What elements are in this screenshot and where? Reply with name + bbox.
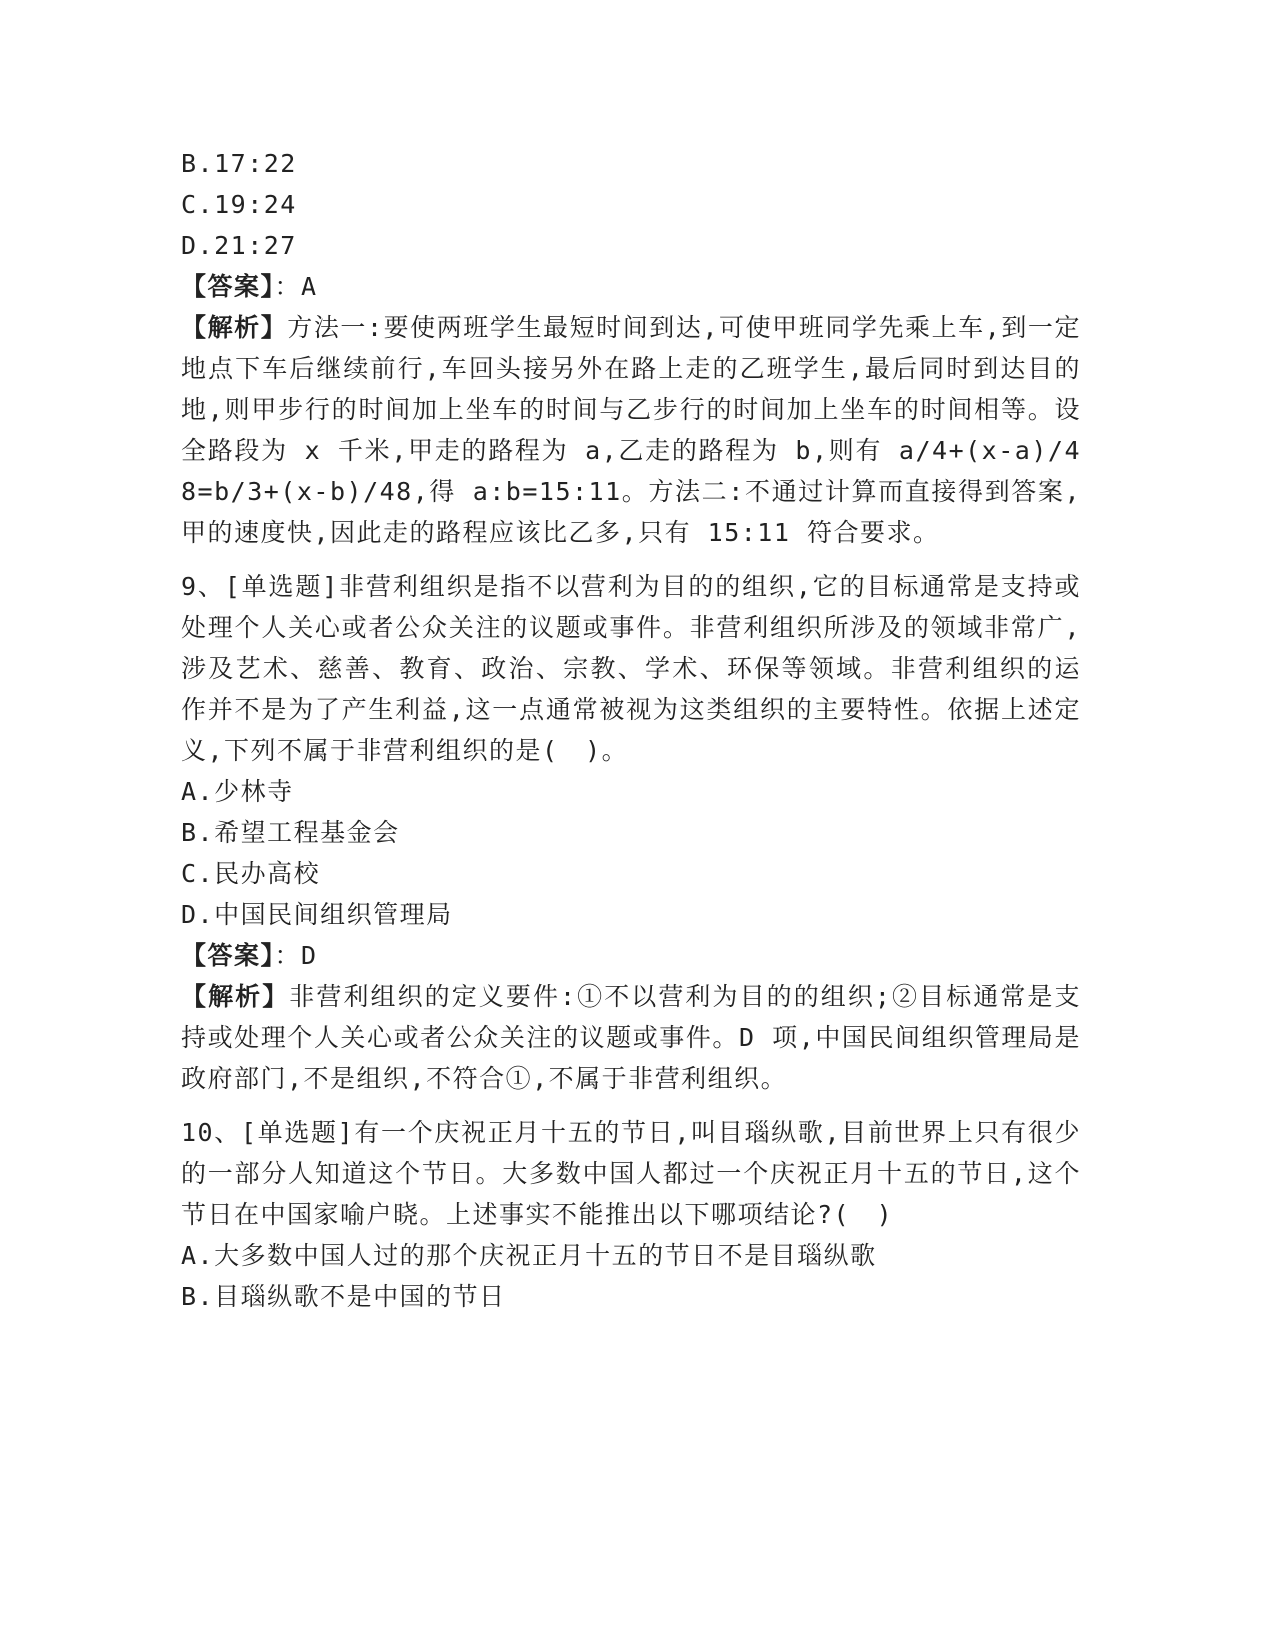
- q10-stem: 10、[单选题]有一个庆祝正月十五的节日,叫目瑙纵歌,目前世界上只有很少的一部分人知道这个节日。大多数中国人都过一个庆祝正月十五的节日,这个节日在中国家喻户晓。上述事实不能推出以下哪项结论?( ): [181, 1118, 1081, 1229]
- q10-option-b: B.目瑙纵歌不是中国的节日: [181, 1282, 506, 1311]
- q9-analysis: [181, 976, 1081, 1099]
- q8-answer-value: ：A: [274, 272, 318, 301]
- q8-analysis: [181, 307, 1081, 553]
- q9-answer-value: ：D: [274, 941, 318, 970]
- page-content: [181, 143, 1081, 1317]
- q10-option-a: A.大多数中国人过的那个庆祝正月十五的节日不是目瑙纵歌: [181, 1241, 877, 1270]
- q8-option-c: C.19:24: [181, 190, 297, 219]
- q8-analysis-label: 【解析】: [181, 313, 288, 342]
- q8-analysis-text: 方法一:要使两班学生最短时间到达,可使甲班同学先乘上车,到一定地点下车后继续前行,车回头接另外在路上走的乙班学生,最后同时到达目的地,则甲步行的时间加上坐车的时间与乙步行的时间加上坐车的时间相等。设全路段为 x 千米,甲走的路程为 a,乙走的路程为 b,则有 a/4+(x-a)/48=b/3+(x-b)/48,得 a:b=15:11。方法二:不通过计算而直接得到答案,甲的速度快,因此走的路程应该比乙多,只有 15:11 符合要求。: [181, 313, 1081, 547]
- q9-option-b: B.希望工程基金会: [181, 818, 400, 847]
- q9-analysis-label: 【解析】: [181, 982, 290, 1011]
- q8-answer: [181, 266, 1081, 307]
- q8-option-b: B.17:22: [181, 149, 297, 178]
- q9-answer-label: 【答案】: [181, 941, 275, 970]
- spacer: [181, 1099, 1081, 1112]
- q9-answer: [181, 935, 1081, 976]
- q9-analysis-text: 非营利组织的定义要件:①不以营利为目的的组织;②目标通常是支持或处理个人关心或者公众关注的议题或事件。D 项,中国民间组织管理局是政府部门,不是组织,不符合①,不属于非营利组织。: [181, 982, 1081, 1093]
- q9-stem: 9、[单选题]非营利组织是指不以营利为目的的组织,它的目标通常是支持或处理个人关心或者公众关注的议题或事件。非营利组织所涉及的领域非常广,涉及艺术、慈善、教育、政治、宗教、学术、环保等领域。非营利组织的运作并不是为了产生利益,这一点通常被视为这类组织的主要特性。依据上述定义,下列不属于非营利组织的是( )。: [181, 572, 1081, 765]
- q9-option-d: D.中国民间组织管理局: [181, 900, 453, 929]
- q9-option-c: C.民办高校: [181, 859, 321, 888]
- spacer: [181, 553, 1081, 566]
- q9-option-a: A.少林寺: [181, 777, 294, 806]
- q8-option-d: D.21:27: [181, 231, 297, 260]
- q8-answer-label: 【答案】: [181, 272, 275, 301]
